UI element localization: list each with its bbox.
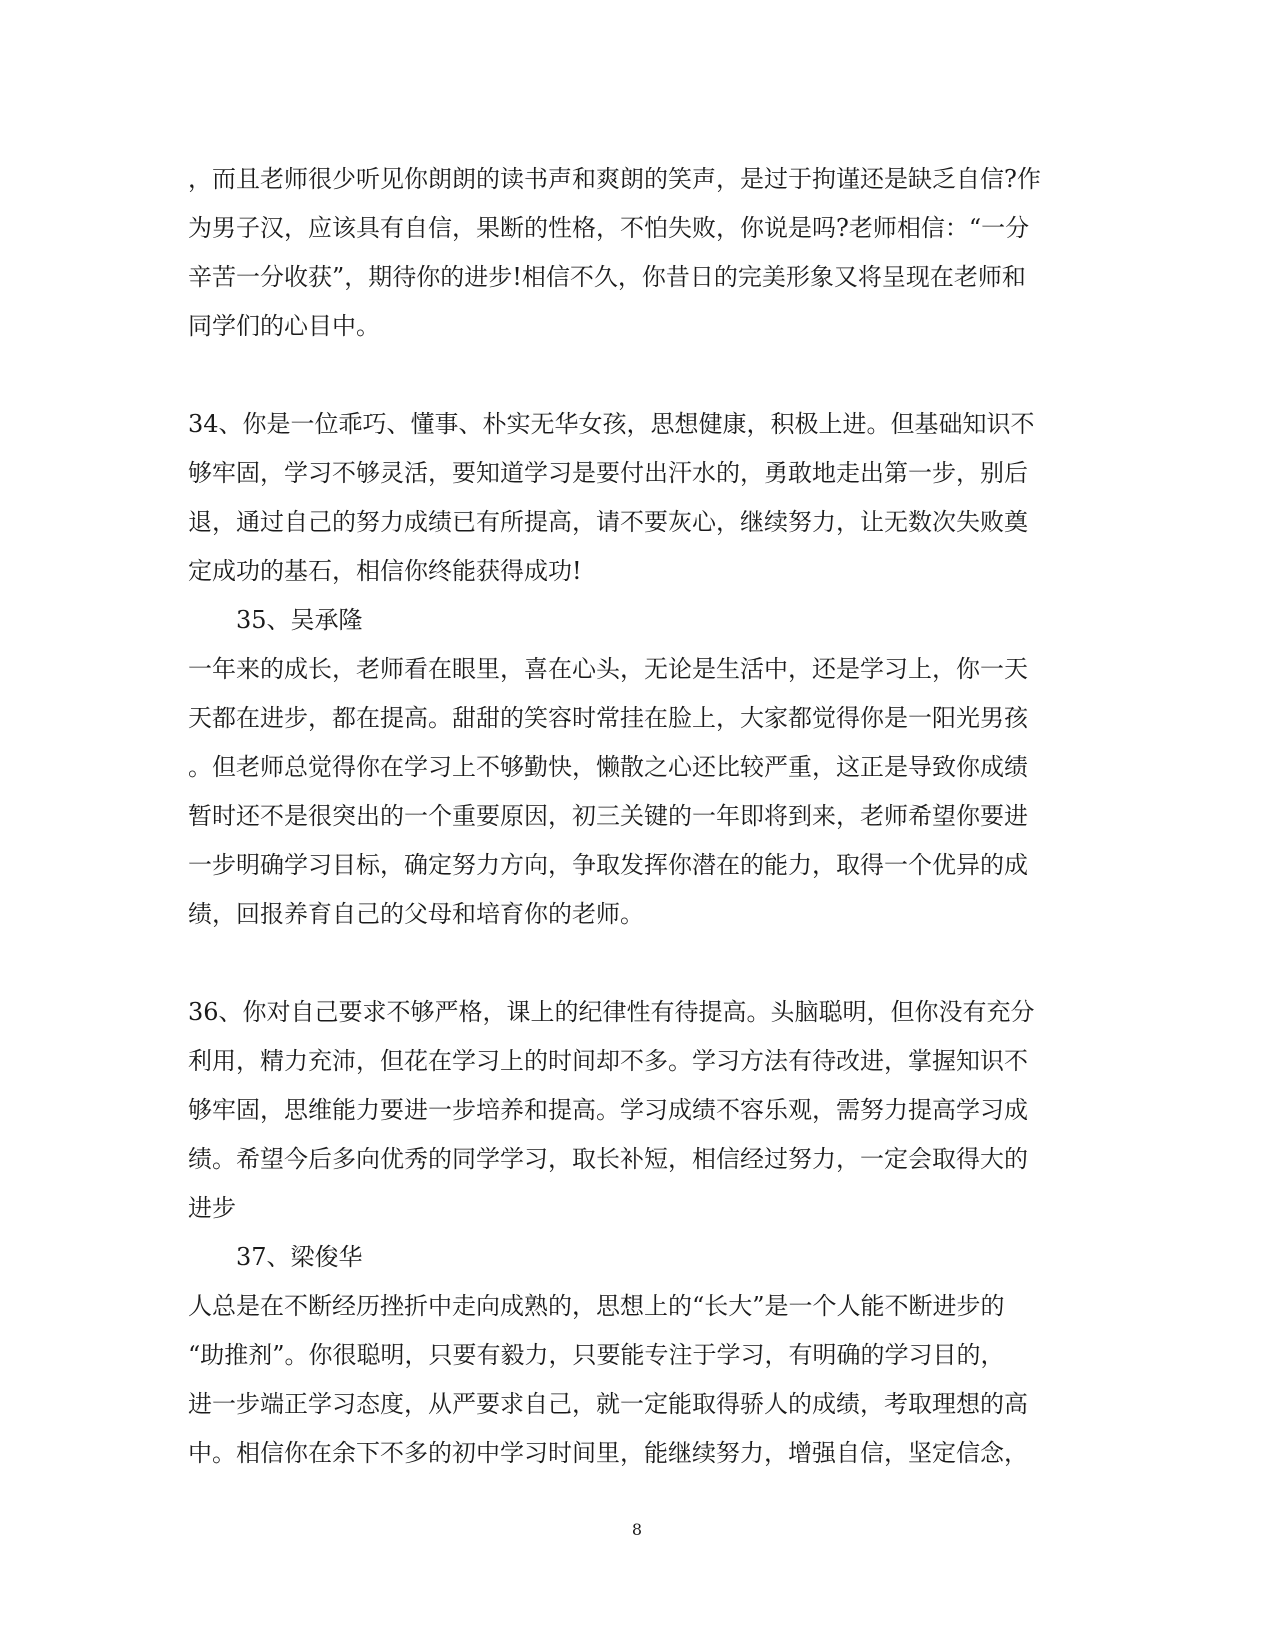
text-line: 中。相信你在余下不多的初中学习时间里，能继续努力，增强自信，坚定信念， <box>188 1439 1028 1467</box>
text-line: 够牢固，学习不够灵活，要知道学习是要付出汗水的，勇敢地走出第一步，别后 <box>188 459 1028 487</box>
text-line: ，而且老师很少听见你朗朗的读书声和爽朗的笑声，是过于拘谨还是缺乏自信?作 <box>188 165 1041 193</box>
text-line: 够牢固，思维能力要进一步培养和提高。学习成绩不容乐观，需努力提高学习成 <box>188 1096 1028 1124</box>
paragraph-gap <box>188 351 1068 400</box>
text-line: 为男子汉，应该具有自信，果断的性格，不怕失败，你说是吗?老师相信：“一分 <box>188 214 1030 242</box>
text-line: 。但老师总觉得你在学习上不够勤快，懒散之心还比较严重，这正是导致你成绩 <box>188 753 1028 781</box>
text-line: 定成功的基石，相信你终能获得成功! <box>188 557 582 585</box>
text-line: “助推剂”。你很聪明，只要有毅力，只要能专注于学习，有明确的学习目的， <box>188 1341 1005 1369</box>
section-heading: 35、吴承隆 <box>236 606 363 634</box>
text-line: 暂时还不是很突出的一个重要原因，初三关键的一年即将到来，老师希望你要进 <box>188 802 1028 830</box>
text-line: 退，通过自己的努力成绩已有所提高，请不要灰心，继续努力，让无数次失败奠 <box>188 508 1028 536</box>
text-line: 一年来的成长，老师看在眼里，喜在心头，无论是生活中，还是学习上，你一天 <box>188 655 1028 683</box>
text-line: 天都在进步，都在提高。甜甜的笑容时常挂在脸上，大家都觉得你是一阳光男孩 <box>188 704 1028 732</box>
text-line: 辛苦一分收获”，期待你的进步!相信不久，你昔日的完美形象又将呈现在老师和 <box>188 263 1026 291</box>
text-line: 绩，回报养育自己的父母和培育你的老师。 <box>188 900 644 928</box>
text-line: 36、你对自己要求不够严格，课上的纪律性有待提高。头脑聪明，但你没有充分 <box>188 998 1035 1026</box>
document-body <box>188 155 1068 1478</box>
text-line: 利用，精力充沛，但花在学习上的时间却不多。学习方法有待改进，掌握知识不 <box>188 1047 1028 1075</box>
section-heading: 37、梁俊华 <box>236 1243 363 1271</box>
text-line: 同学们的心目中。 <box>188 312 380 340</box>
text-line: 进一步端正学习态度，从严要求自己，就一定能取得骄人的成绩，考取理想的高 <box>188 1390 1028 1418</box>
paragraph-gap <box>188 939 1068 988</box>
text-line: 一步明确学习目标，确定努力方向，争取发挥你潜在的能力，取得一个优异的成 <box>188 851 1028 879</box>
text-line: 人总是在不断经历挫折中走向成熟的，思想上的“长大”是一个人能不断进步的 <box>188 1292 1005 1320</box>
text-line: 34、你是一位乖巧、懂事、朴实无华女孩，思想健康，积极上进。但基础知识不 <box>188 410 1035 438</box>
text-line: 绩。希望今后多向优秀的同学学习，取长补短，相信经过努力，一定会取得大的 <box>188 1145 1028 1173</box>
text-line: 进步 <box>188 1194 236 1222</box>
page-number: 8 <box>631 1520 643 1539</box>
